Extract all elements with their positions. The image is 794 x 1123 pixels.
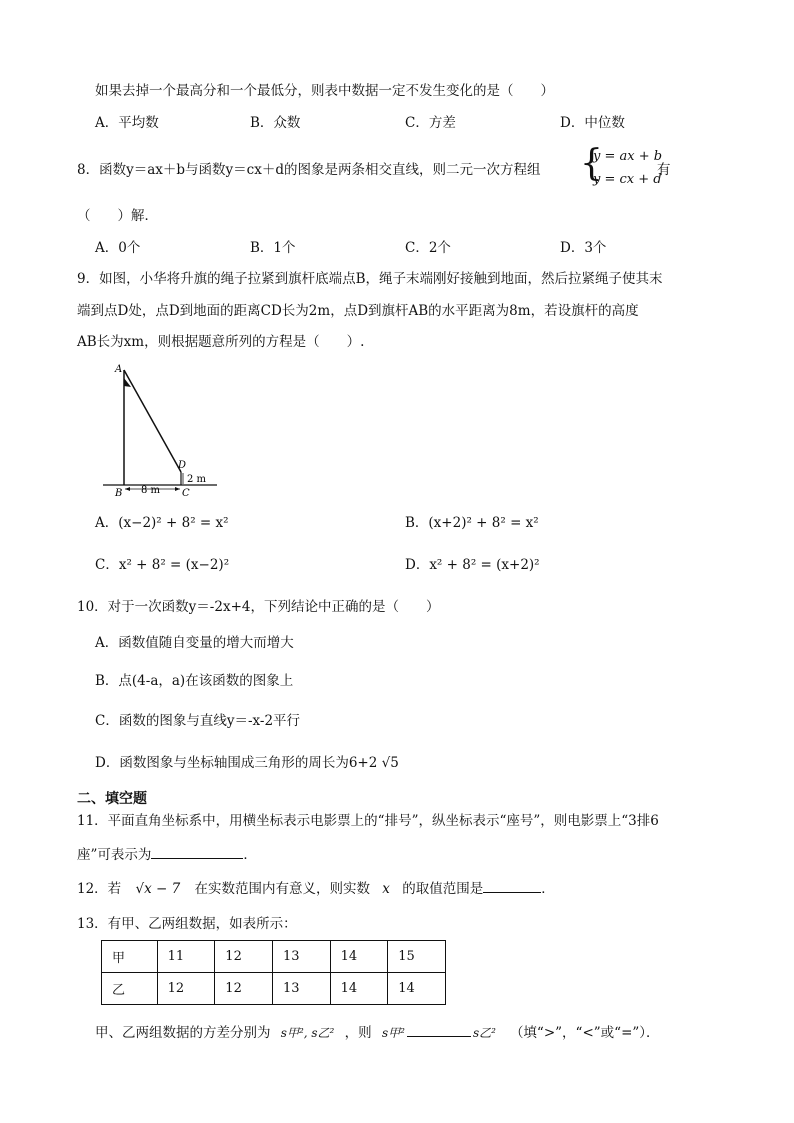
q9-option-b: B．(x+2)² + 8² = x² (405, 515, 539, 531)
label-d: D (178, 460, 187, 471)
table-cell: 13 (272, 973, 330, 1005)
label-c: C (182, 488, 190, 499)
q12-var: x (382, 881, 390, 897)
q7-option-b: B．众数 (250, 115, 301, 131)
q10-option-d: D．函数图象与坐标轴围成三角形的周长为6+2 √5 (95, 755, 399, 771)
table-cell: 15 (388, 941, 446, 973)
q13-foot-suffix: （填“>”，“<”或“=”）． (509, 1025, 660, 1041)
table-cell: 乙 (102, 973, 158, 1005)
q13-foot (95, 1022, 660, 1042)
bc-arrowhead-right-icon (175, 487, 180, 491)
q11-line1: 11．平面直角坐标系中，用横坐标表示电影票上的“排号”，纵坐标表示“座号”，则电影票上“3排6 (77, 813, 659, 829)
q13-answer-blank[interactable] (407, 1022, 471, 1037)
rope-ad (124, 370, 181, 472)
table-cell: 14 (388, 973, 446, 1005)
q12-line (77, 878, 555, 898)
q7-option-a: A．平均数 (95, 115, 159, 131)
q12-end: ． (541, 881, 555, 897)
q13-foot-prefix: 甲、乙两组数据的方差分别为 (95, 1025, 271, 1041)
q9-option-d: D．x² + 8² = (x+2)² (405, 557, 540, 573)
table-row (102, 973, 446, 1005)
q9-option-c: C．x² + 8² = (x−2)² (95, 557, 230, 573)
table-cell: 12 (215, 973, 273, 1005)
table-cell: 11 (157, 941, 215, 973)
q7-option-c: C．方差 (405, 115, 456, 131)
label-cd-length: 2 m (187, 474, 207, 485)
q7-intro: 如果去掉一个最高分和一个最低分，则表中数据一定不发生变化的是（ ） (95, 83, 554, 99)
section-title: 二、填空题 (77, 791, 147, 807)
bc-arrowhead-left-icon (125, 487, 130, 491)
q9-option-a: A．(x−2)² + 8² = x² (95, 515, 229, 531)
q8-option-d: D．3个 (560, 240, 607, 256)
q8-brace: { (580, 143, 603, 184)
q13-stem: 13．有甲、乙两组数据，如表所示： (77, 916, 297, 932)
q8-option-c: C．2个 (405, 240, 451, 256)
q12-prefix: 12．若 (77, 881, 122, 897)
table-cell: 14 (330, 973, 388, 1005)
q12-middle: 在实数范围内有意义，则实数 (194, 881, 370, 897)
q8-option-b: B．1个 (250, 240, 296, 256)
table-cell: 甲 (102, 941, 158, 973)
q10-stem: 10．对于一次函数y＝-2x+4，下列结论中正确的是（ ） (77, 599, 440, 615)
q9-line3: AB长为xm，则根据题意所列的方程是（ ）. (77, 334, 365, 350)
label-bc-length: 8 m (141, 485, 161, 496)
table-cell: 14 (330, 941, 388, 973)
label-b: B (115, 488, 123, 499)
table-cell: 12 (215, 941, 273, 973)
q8-line2: （ ）解． (77, 208, 158, 224)
table-cell: 12 (157, 973, 215, 1005)
label-a: A (115, 364, 123, 375)
q11-line2 (77, 844, 257, 864)
q8-eq2: y = cx + d (593, 172, 662, 187)
q10-option-a: A．函数值随自变量的增大而增大 (95, 635, 294, 651)
q12-suffix: 的取值范围是 (402, 881, 484, 897)
q9-line2: 端到点D处，点D到地面的距离CD长为2m，点D到旗杆AB的水平距离为8m，若设旗杆的高度 (77, 303, 639, 319)
q13-foot-then: ，则 (344, 1025, 372, 1041)
q13-foot-vars: s甲², s乙² (280, 1026, 335, 1040)
q12-answer-blank[interactable] (483, 878, 541, 893)
q8-suffix: 有 (657, 162, 671, 178)
q11-line2-text: 座”可表示为 (77, 847, 152, 863)
q10-option-b: B．点(4-a，a)在该函数的图象上 (95, 673, 294, 689)
table-row (102, 941, 446, 973)
q11-end: ． (243, 847, 257, 863)
q8-eq1: y = ax + b (593, 149, 663, 164)
q8-option-a: A．0个 (95, 240, 141, 256)
q12-radical: √x − 7 (135, 881, 181, 897)
q10-option-c: C．函数的图象与直线y＝-x-2平行 (95, 713, 301, 729)
q13-foot-right: s乙² (472, 1026, 496, 1040)
q7-option-d: D．中位数 (560, 115, 625, 131)
q13-foot-left: s甲² (381, 1026, 405, 1040)
q11-answer-blank[interactable] (151, 844, 243, 859)
table-cell: 13 (272, 941, 330, 973)
q8-text: 8．函数y＝ax＋b与函数y＝cx＋d的图象是两条相交直线，则二元一次方程组 (77, 162, 541, 178)
q13-data-table (101, 940, 446, 1005)
q9-line1: 9．如图，小华将升旗的绳子拉紧到旗杆底端点B，绳子末端刚好接触到地面，然后拉紧绳子使其末 (77, 271, 663, 287)
flagpole-figure (95, 360, 225, 500)
